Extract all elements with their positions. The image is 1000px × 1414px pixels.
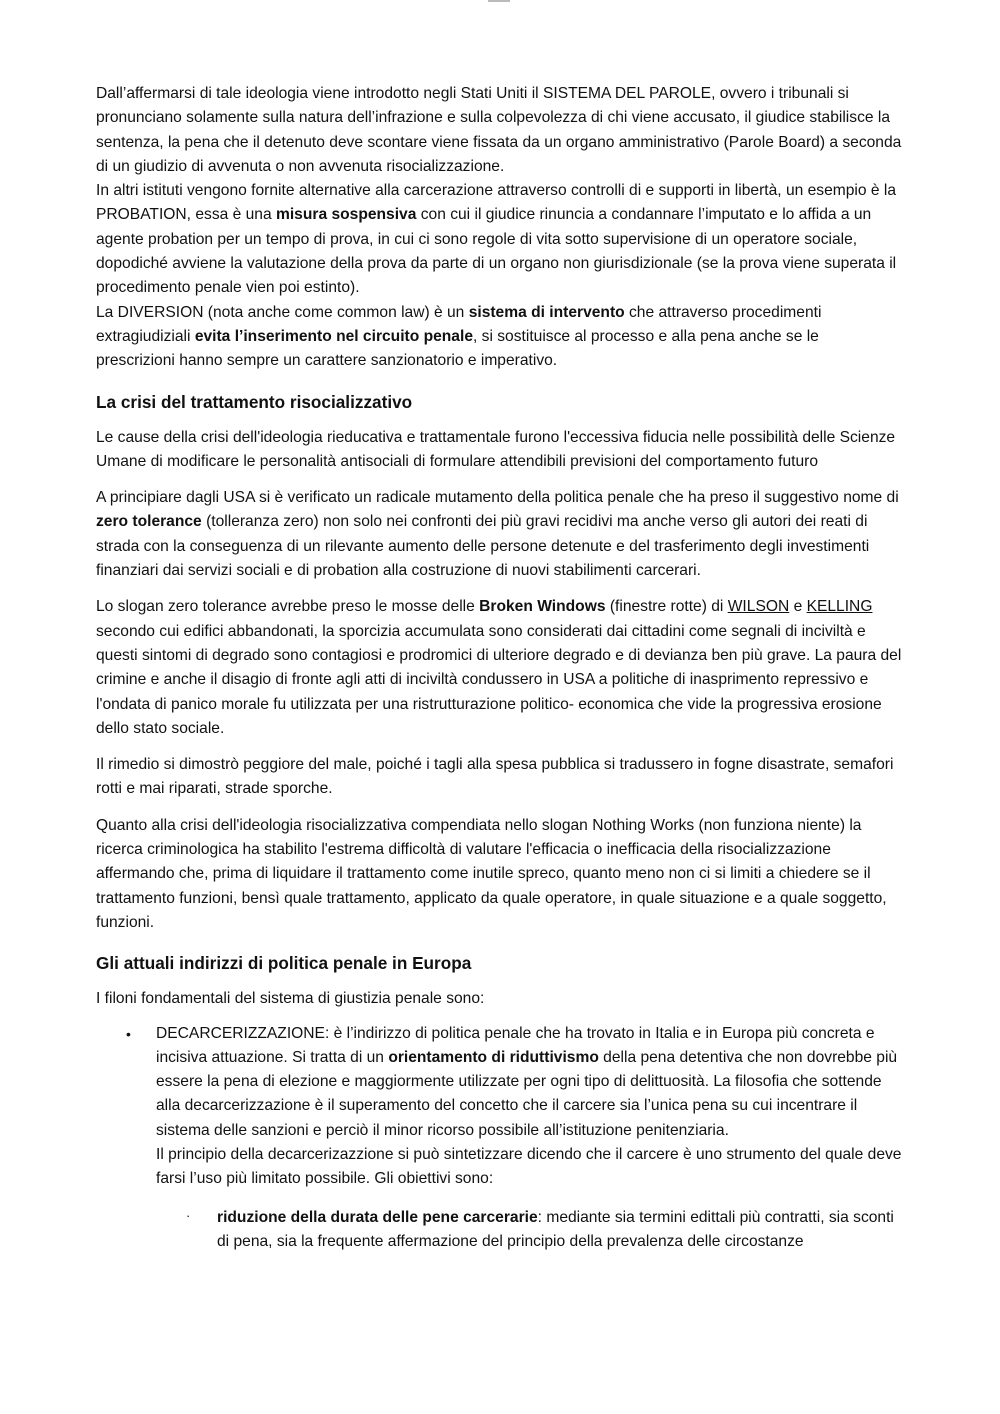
- paragraph-parole-system: Dall’affermarsi di tale ideologia viene introdotto negli Stati Uniti il SISTEMA DEL PAROLE, ovvero i tribunali si pronunciano solamente sulla natura dell’infrazione e sulla colpevolezza di chi viene accusato, il giudice stabilisce la sentenza, la pena che il detenuto deve scontare viene fissata da un organo amministrativo (Parole Board) a seconda di un giudizio di avvenuta o non avvenuta risocializzazione. In altri istituti vengono fornite alternative alla carcerazione attraverso controlli di e supporti in libertà, un esempio è la PROBATION, essa è una misura sospensiva con cui il giudice rinuncia a condannare l’imputato e lo affida a un agente probation per un tempo di prova, in cui ci sono regole di vita sotto supervisione di un operatore sociale, dopodiché avviene la valutazione della prova da parte di un organo non giurisdizionale (se la prova viene superata il procedimento penale vien poi estinto). La DIVERSION (nota anche come common law) è un sistema di intervento che attraverso procedimenti extragiudiziali evita l’inserimento nel circuito penale, si sostituisce al processo e alla pena anche se le prescrizioni hanno sempre un carattere sanzionatorio e imperativo.: [96, 85, 902, 370]
- underlined-name-wilson: WILSON: [727, 598, 790, 616]
- bold-text: sistema di intervento: [468, 303, 625, 321]
- bold-text: misura sospensiva: [275, 206, 417, 224]
- page-header-mark: [488, 0, 510, 2]
- paragraph-rimedio: Il rimedio si dimostrò peggiore del male, poiché i tagli alla spesa pubblica si tradussero in fogne disastrate, semafori rotti e mai riparati, strade sporche.: [96, 756, 894, 798]
- paragraph-nothing-works: Quanto alla crisi dell'ideologia risocializzativa compendiata nello slogan Nothing Works (non funziona niente) la ricerca criminologica ha stabilito l'estrema difficoltà di valutare l'efficacia o inefficacia della risocializzazione affermando che, prima di liquidare il trattamento come inutile spreco, quanto meno non ci si limiti a chiedere se il trattamento funzioni, bensì quale trattamento, applicato da quale operatore, in quale situazione e a quale soggetto, funzioni.: [96, 816, 887, 931]
- paragraph-zero-tolerance: A principiare dagli USA si è verificato un radicale mutamento della politica penale che ha preso il suggestivo nome di zero tolerance (tolleranza zero) non solo nei confronti dei più gravi recidivi ma anche verso gli autori dei reati di strada con la conseguenza di un rilevante aumento delle persone detenute e del trasferimento degli investimenti finanziari dai servizi sociali e di probation alla costruzione di nuovi stabilimenti carcerari.: [96, 489, 899, 580]
- list-item-text: DECARCERIZZAZIONE: è l’indirizzo di politica penale che ha trovato in Italia e in Europa più concreta e incisiva attuazione. Si tratta di un orientamento di riduttivismo della pena detentiva che non dovrebbe più essere la pena di elezione e maggiormente utilizzate per ogni tipo di delittuosità. La filosofia che sottende alla decarcerizzazione è il superamento del concetto che il carcere sia l’unica pena su cui incentrare il sistema delle sanzioni e perciò il minor ricorso possibile all’istituzione penitenziaria. Il principio della decarcerizazzione si può sintetizzare dicendo che il carcere è uno strumento del quale deve farsi l’uso più limitato possibile. Gli obiettivi sono:: [156, 1024, 902, 1188]
- bold-text: zero tolerance: [96, 513, 202, 531]
- bold-text: Broken Windows: [479, 598, 606, 616]
- underlined-name-kelling: KELLING: [806, 598, 873, 616]
- sub-bullet-marker: ·: [186, 1207, 191, 1223]
- sublist-item-riduzione-durata: [186, 1206, 902, 1255]
- bold-text: riduzione della durata delle pene carcerarie: [217, 1208, 538, 1226]
- bold-text: orientamento di riduttivismo: [388, 1048, 599, 1066]
- paragraph-filoni-intro: I filoni fondamentali del sistema di giustizia penale sono:: [96, 990, 485, 1008]
- list-item-decarcerizzazione: [126, 1022, 902, 1192]
- sublist-item-text: riduzione della durata delle pene carcerarie: mediante sia termini edittali più contratti, sia sconti di pena, sia la frequente affermazione del principio della prevalenza delle circostanze: [217, 1208, 894, 1250]
- bullet-marker: •: [126, 1025, 131, 1042]
- bold-text: evita l’inserimento nel circuito penale: [194, 327, 473, 345]
- paragraph-cause-crisi: Le cause della crisi dell'ideologia rieducativa e trattamentale furono l'eccessiva fiducia nelle possibilità delle Scienze Umane di modificare le personalità antisociali di formulare attendibili previsioni del comportamento futuro: [96, 428, 896, 470]
- section-heading-indirizzi: Gli attuali indirizzi di politica penale in Europa: [96, 953, 472, 974]
- paragraph-broken-windows: Lo slogan zero tolerance avrebbe preso le mosse delle Broken Windows (finestre rotte) di WILSON e KELLING secondo cui edifici abbandonati, la sporcizia accumulata sono considerati dai cittadini come segnali di inciviltà e questi sintomi di degrado sono contagiosi e prodromici di ulteriore degrado e di devianza ben più grave. La paura del crimine e anche il disagio di fronte agli atti di inciviltà condussero in USA a politiche di inasprimento repressivo e l'ondata di panico morale fu utilizzata per una ristrutturazione politico- economica che vide la progressiva erosione dello stato sociale.: [96, 598, 902, 737]
- section-heading-crisi: La crisi del trattamento risocializzativo: [96, 391, 413, 412]
